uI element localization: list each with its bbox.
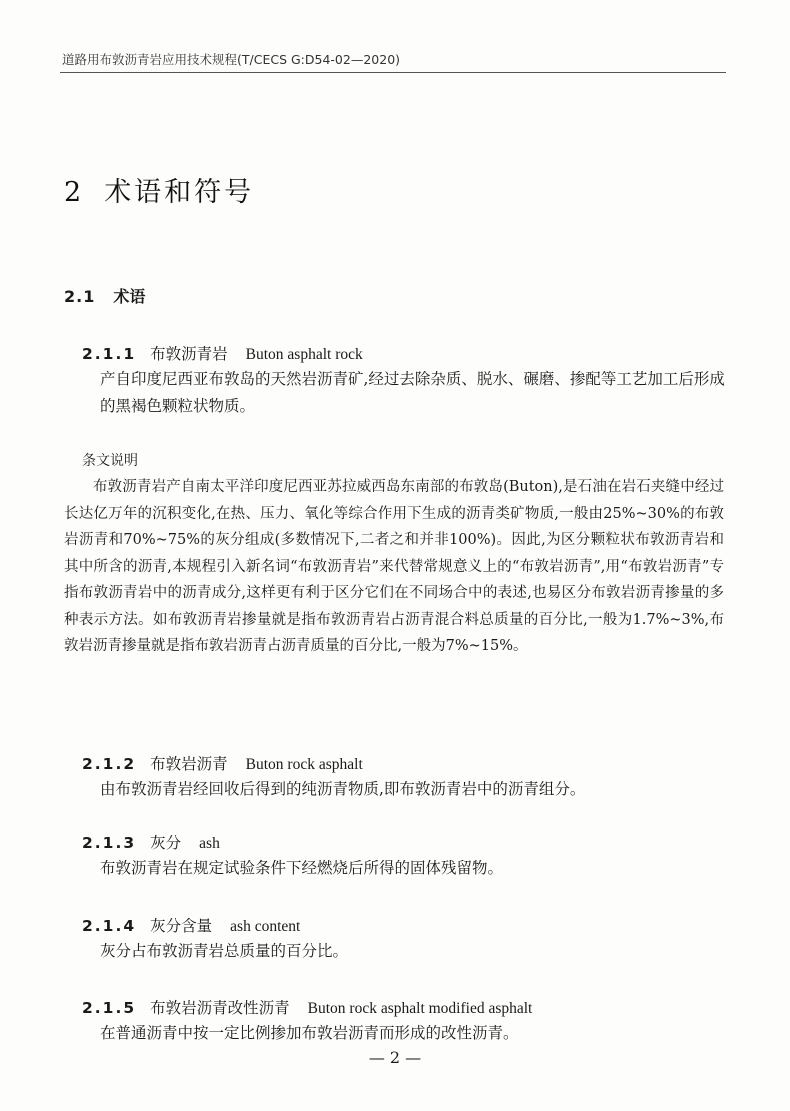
term-en: Buton rock asphalt — [245, 756, 363, 773]
term-definition: 灰分占布敦沥青岩总质量的百分比。 — [100, 942, 349, 960]
page-number: — 2 — — [368, 1048, 422, 1067]
term-definition: 由布敦沥青岩经回收后得到的纯沥青物质,即布敦沥青岩中的沥青组分。 — [100, 780, 586, 798]
term-number: 2.1.1 — [82, 345, 137, 363]
note-paragraph: 布敦沥青岩产自南太平洋印度尼西亚苏拉威西岛东南部的布敦岛(Buton),是石油在岩石夹缝中经过长达亿万年的沉积变化,在热、压力、氧化等综合作用下生成的沥青类矿物质,一般由25%~30%的布敦岩沥青和70%~75%的灰分组成(多数情况下,二者之和并非100%)。因此,为区分颗粒状布敦沥青岩和其中所含的沥青,本规程引入新名词“布敦沥青岩”来代替常规意义上的“布敦岩沥青”,用“布敦岩沥青”专指布敦沥青岩中的沥青成分,这样更有利于区分它们在不同场合中的表述,也易区分布敦岩沥青掺量的多种表示方法。如布敦沥青岩掺量就是指布敦沥青岩占沥青混合料总质量的百分比,一般为1.7%~3%,布敦岩沥青掺量就是指布敦岩沥青占沥青质量的百分比,一般为7%~15%。 — [64, 479, 724, 654]
term-definition: 在普通沥青中按一定比例掺加布敦岩沥青而形成的改性沥青。 — [100, 1024, 519, 1042]
section-number: 2.1 — [64, 287, 96, 306]
term-definition-text: 产自印度尼西亚布敦岛的天然岩沥青矿,经过去除杂质、脱水、碾磨、掺配等工艺加工后形成的黑褐色颗粒状物质。 — [100, 370, 725, 415]
chapter-title: 术语和符号 — [104, 177, 255, 208]
term-heading — [82, 831, 220, 853]
section-heading — [64, 284, 145, 307]
note-body — [64, 474, 724, 660]
term-definition — [100, 366, 726, 420]
term-definition: 布敦沥青岩在规定试验条件下经燃烧后所得的固体残留物。 — [100, 859, 504, 877]
running-header: 道路用布敦沥青岩应用技术规程(T/CECS G:D54-02—2020) — [62, 52, 401, 67]
term-heading — [82, 752, 363, 774]
chapter-number: 2 — [64, 177, 85, 208]
term-zh: 布敦岩沥青 — [150, 755, 228, 773]
term-number: 2.1.4 — [82, 917, 137, 935]
term-number: 2.1.5 — [82, 999, 137, 1017]
term-number: 2.1.3 — [82, 834, 137, 852]
chapter-heading — [64, 170, 254, 209]
term-en: ash content — [230, 918, 301, 935]
term-zh: 布敦岩沥青改性沥青 — [150, 999, 290, 1017]
term-zh: 灰分 — [150, 834, 182, 852]
term-heading — [82, 914, 300, 936]
term-heading — [82, 342, 363, 364]
term-heading — [82, 996, 532, 1018]
term-en: ash — [199, 835, 220, 852]
term-en: Buton asphalt rock — [245, 346, 363, 363]
term-en: Buton rock asphalt modified asphalt — [307, 1000, 533, 1017]
note-title: 条文说明 — [82, 453, 138, 469]
section-title: 术语 — [113, 287, 146, 306]
term-number: 2.1.2 — [82, 755, 137, 773]
header-rule — [60, 72, 726, 73]
term-zh: 灰分含量 — [150, 917, 213, 935]
term-zh: 布敦沥青岩 — [150, 345, 228, 363]
